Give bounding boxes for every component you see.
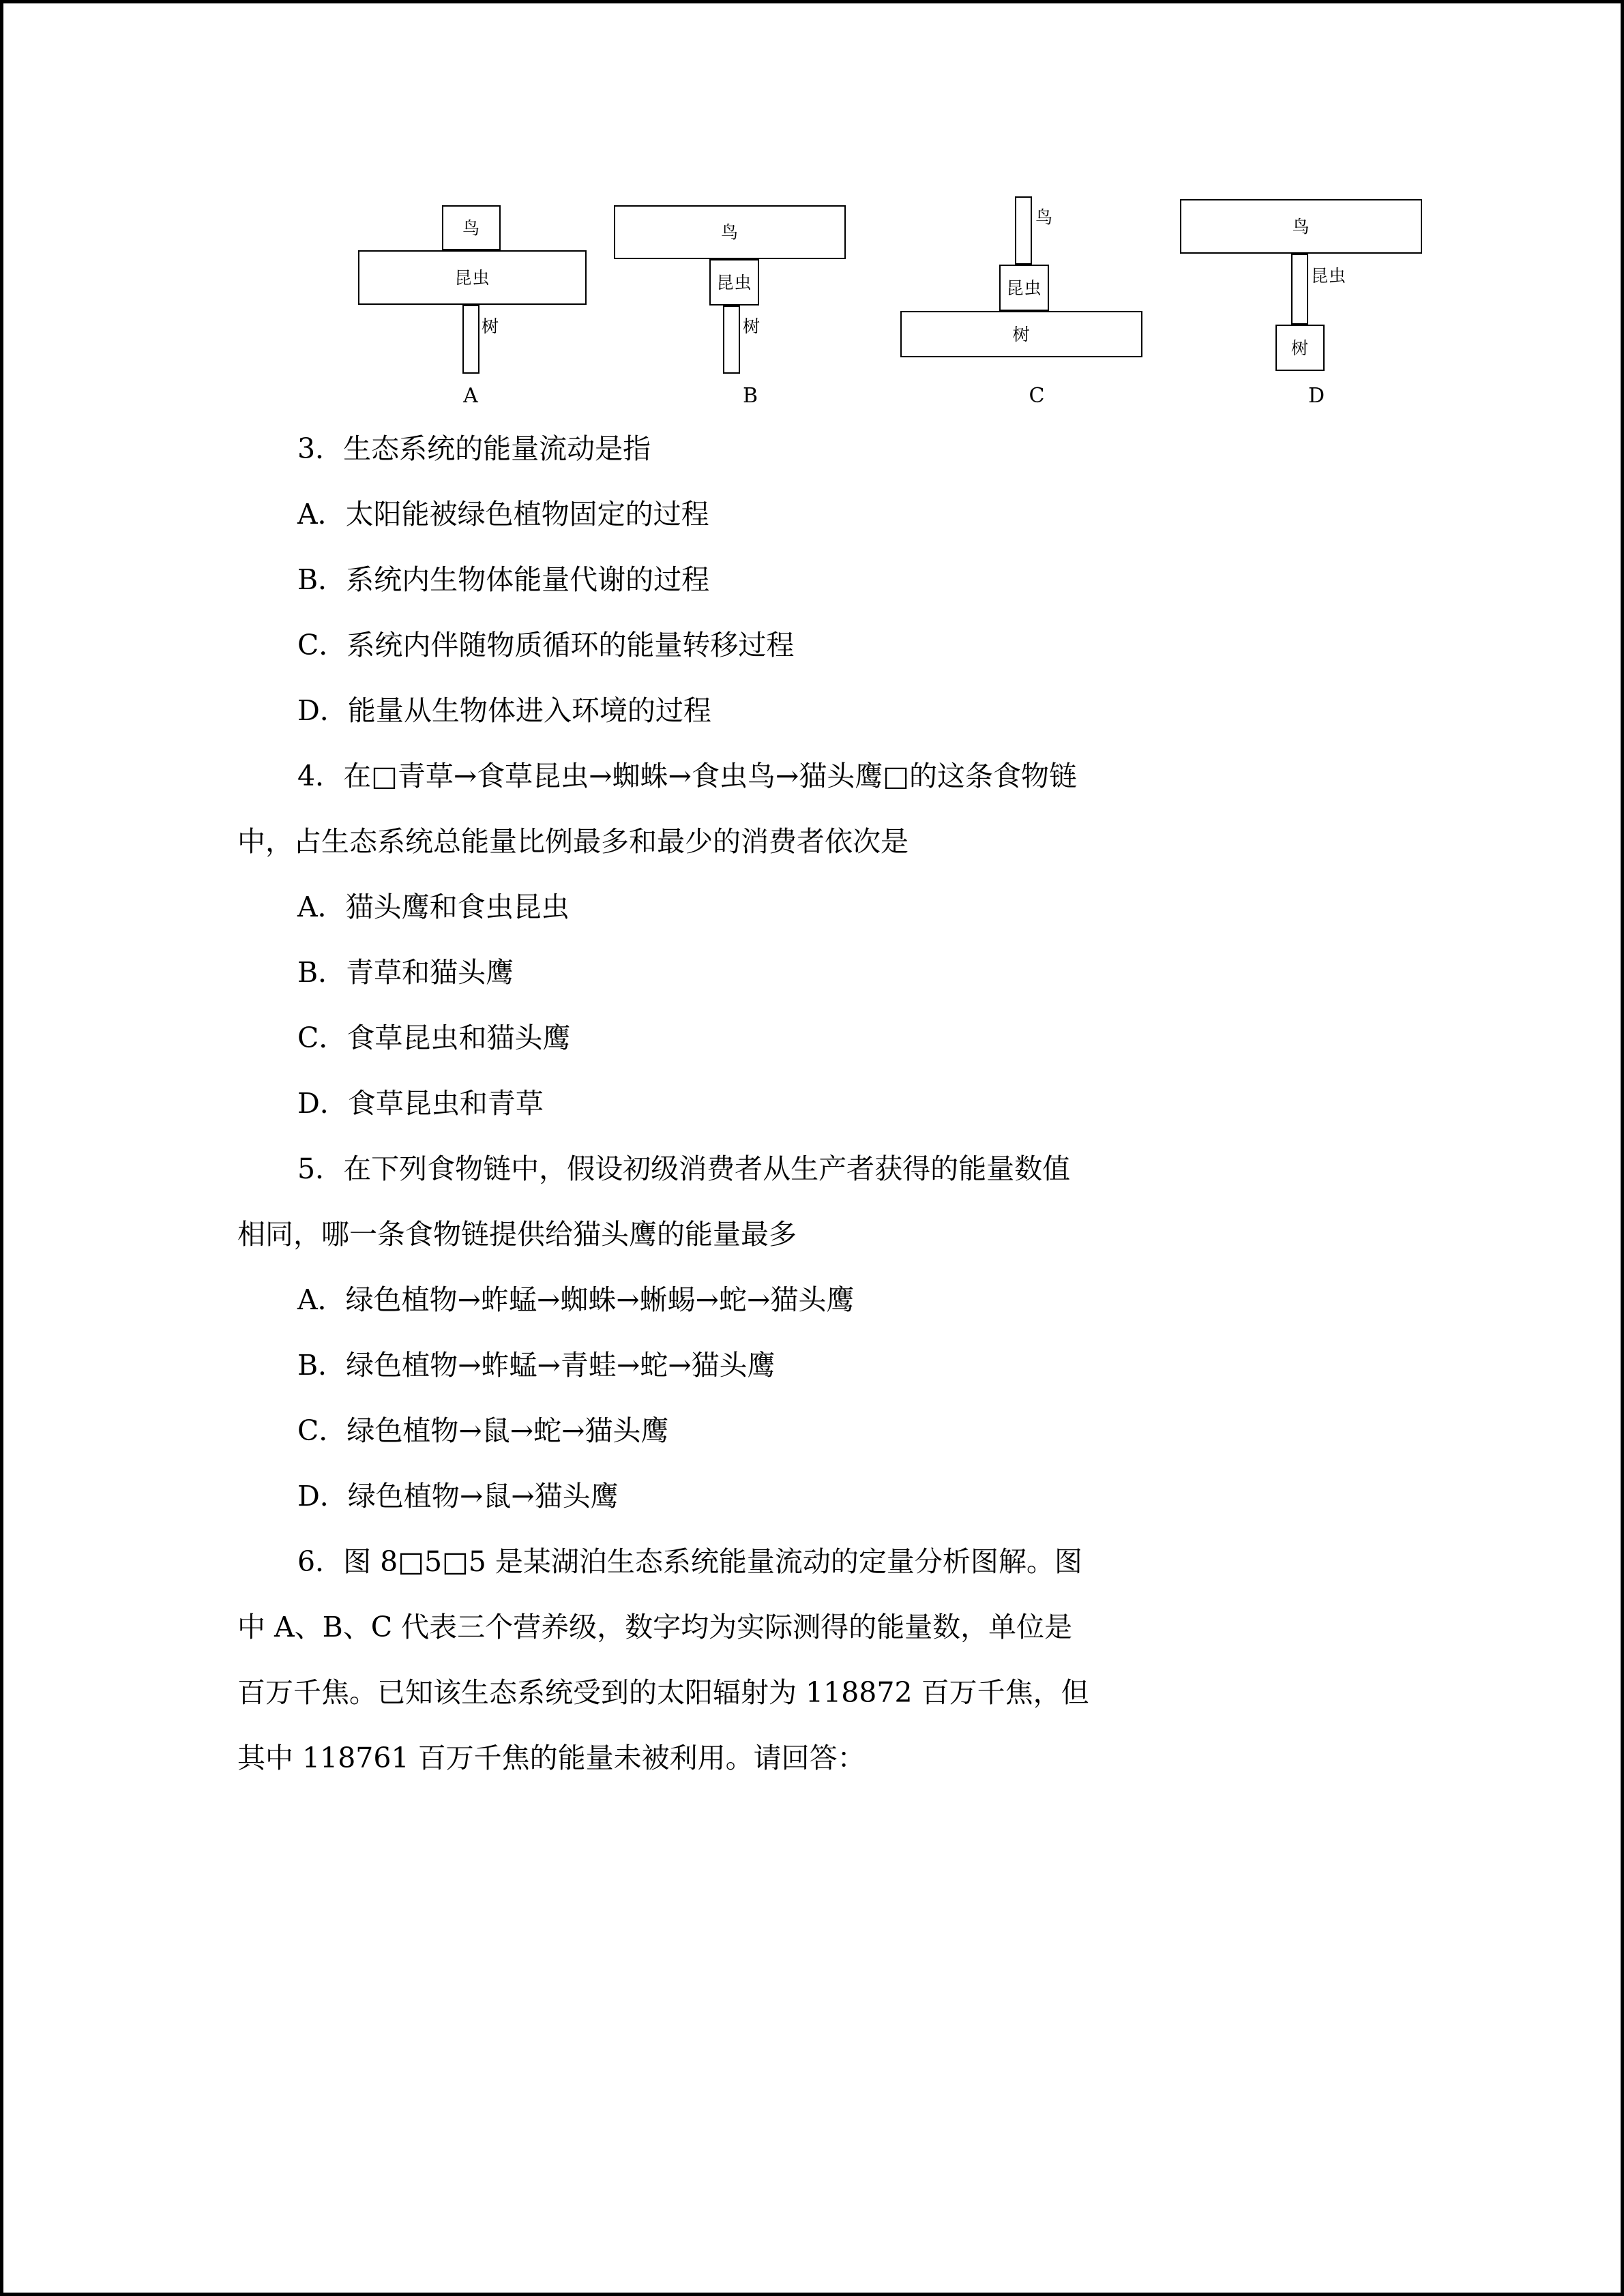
pyramid-d-bird-box [1180, 199, 1422, 254]
pyramid-b-caption: B [742, 384, 758, 408]
pyramid-a-bird-box [442, 205, 501, 250]
pyramid-a-bird-label: 鸟 [462, 218, 480, 238]
pyramid-b-bird-label: 鸟 [720, 222, 739, 242]
q3-option-d: D．能量从生物体进入环境的过程 [297, 694, 711, 727]
energy-pyramid-b [614, 184, 887, 408]
q4-option-d: D．食草昆虫和青草 [297, 1087, 544, 1120]
pyramid-d-insect-label: 昆虫 [1311, 266, 1347, 286]
pyramid-d-tree-box [1275, 325, 1325, 371]
pyramid-b-tree-box [723, 305, 740, 374]
q5-option-c: C．绿色植物→鼠→蛇→猫头鹰 [297, 1414, 669, 1447]
pyramid-c-tree-label: 树 [1012, 324, 1031, 344]
q5-stem-line1: 5．在下列食物链中，假设初级消费者从生产者获得的能量数值 [297, 1152, 1071, 1185]
pyramid-c-caption: C [1029, 384, 1045, 408]
pyramid-a-caption: A [463, 384, 478, 408]
pyramid-b-insect-label: 昆虫 [716, 272, 752, 293]
pyramid-c-bird-label: 鸟 [1035, 207, 1054, 227]
page-border-right [1621, 0, 1624, 2296]
pyramid-d-bird-label: 鸟 [1292, 216, 1310, 237]
pyramid-c-insect-label: 昆虫 [1006, 278, 1042, 298]
q4-option-a: A．猫头鹰和食虫昆虫 [297, 891, 570, 923]
pyramid-d-insect-box [1291, 254, 1308, 325]
question-body [237, 416, 1397, 1791]
pyramid-c-insect-box [999, 265, 1049, 311]
page-border-top [0, 0, 1624, 3]
q6-line2: 中 A、B、C 代表三个营养级，数字均为实际测得的能量数，单位是 [237, 1611, 1073, 1643]
pyramid-d-tree-label: 树 [1290, 338, 1309, 358]
pyramid-a-insect-box [358, 250, 587, 305]
q6-line1: 6．图 8□5□5 是某湖泊生态系统能量流动的定量分析图解。图 [297, 1545, 1082, 1578]
q3-option-c: C．系统内伴随物质循环的能量转移过程 [297, 629, 795, 661]
energy-pyramid-c [900, 184, 1173, 408]
energy-pyramid-figure-row [300, 184, 1501, 408]
q3-option-b: B．系统内生物体能量代谢的过程 [297, 563, 710, 596]
pyramid-b-bird-box [614, 205, 846, 259]
energy-pyramid-a [334, 184, 607, 408]
q4-option-c: C．食草昆虫和猫头鹰 [297, 1022, 571, 1054]
pyramid-a-tree-box [462, 305, 479, 374]
page-border-bottom [0, 2293, 1624, 2296]
q5-option-a: A．绿色植物→蚱蜢→蜘蛛→蜥蜴→蛇→猫头鹰 [297, 1283, 855, 1316]
q5-option-d: D．绿色植物→鼠→猫头鹰 [297, 1480, 619, 1512]
q4-stem-line2: 中，占生态系统总能量比例最多和最少的消费者依次是 [237, 825, 909, 858]
q6-line3: 百万千焦。已知该生态系统受到的太阳辐射为 118872 百万千焦，但 [237, 1676, 1089, 1709]
pyramid-b-insect-box [709, 259, 759, 305]
energy-pyramid-d [1180, 184, 1453, 408]
pyramid-c-tree-box [900, 311, 1142, 357]
q3-option-a: A．太阳能被绿色植物固定的过程 [297, 498, 709, 531]
pyramid-d-caption: D [1308, 384, 1325, 408]
q6-line4: 其中 118761 百万千焦的能量未被利用。请回答： [237, 1742, 866, 1774]
q4-option-b: B．青草和猫头鹰 [297, 956, 514, 989]
q5-option-b: B．绿色植物→蚱蜢→青蛙→蛇→猫头鹰 [297, 1349, 776, 1382]
pyramid-a-insect-label: 昆虫 [454, 267, 490, 288]
q5-stem-line2: 相同，哪一条食物链提供给猫头鹰的能量最多 [237, 1218, 797, 1251]
q4-stem-line1: 4．在□青草→食草昆虫→蜘蛛→食虫鸟→猫头鹰□的这条食物链 [297, 760, 1077, 792]
q3-stem: 3．生态系统的能量流动是指 [297, 432, 651, 465]
pyramid-c-bird-box [1015, 196, 1032, 265]
page-border-left [0, 0, 3, 2296]
pyramid-b-tree-label: 树 [743, 316, 761, 336]
pyramid-a-tree-label: 树 [482, 316, 500, 336]
